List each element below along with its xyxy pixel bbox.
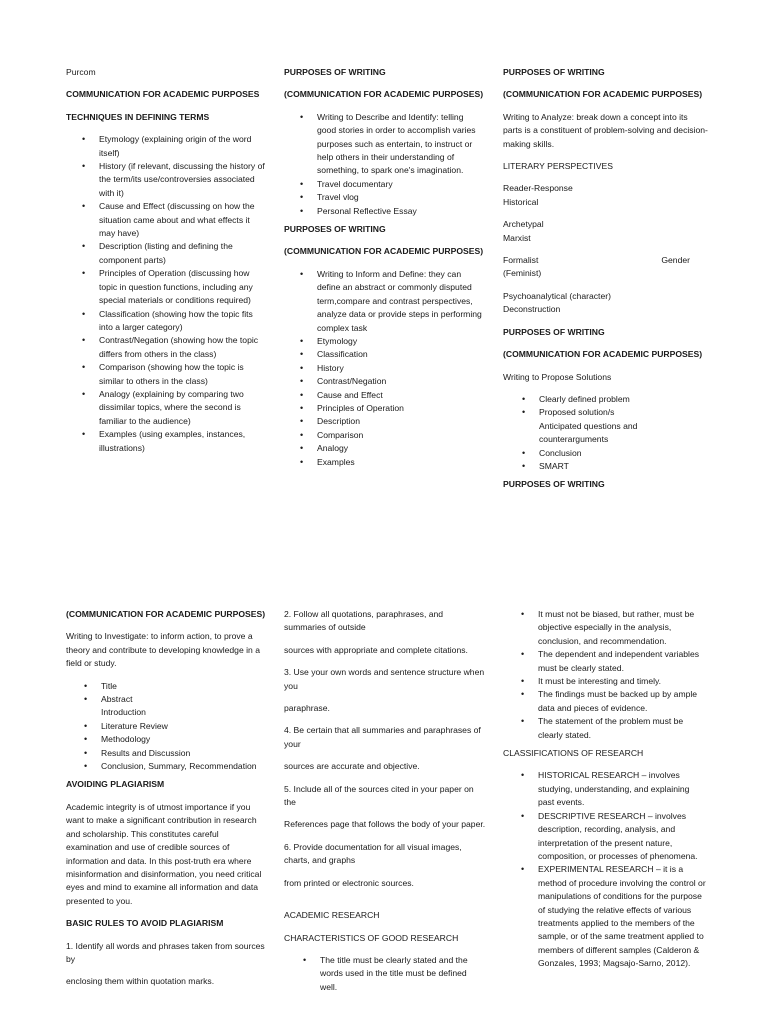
technique-item: • Contrast/Negation (showing how the topic differs from others in the class)	[99, 334, 266, 361]
rule-text: 5. Include all of the sources cited in your paper on the	[284, 783, 474, 808]
literary-item: Gender	[661, 255, 690, 266]
author-name: Purcom	[66, 67, 96, 77]
course-subheading: (COMMUNICATION FOR ACADEMIC PURPOSES)	[503, 349, 703, 360]
classification-item: • HISTORICAL RESEARCH – involves studying, understanding, and explaining past events.	[538, 769, 708, 809]
technique-item: • Examples (using examples, instances, illustrations)	[99, 428, 266, 455]
rule-text: 1. Identify all words and phrases taken from sources by	[66, 940, 265, 964]
inform-item: • Description	[317, 415, 484, 428]
technique-item: • Principles of Operation (discussing how topic in question functions, including any special materials or conditions required)	[99, 267, 266, 307]
paper-part-item: • Results and Discussion	[101, 747, 266, 760]
techniques-heading: TECHNIQUES IN DEFINING TERMS	[66, 111, 210, 122]
paper-part-item: • Methodology	[101, 733, 266, 746]
purposes-heading: PURPOSES OF WRITING	[503, 67, 605, 77]
paper-part-item: • Abstract Introduction	[101, 693, 266, 720]
technique-item: • Cause and Effect (discussing on how the situation came about and what effects it may have)	[99, 200, 266, 240]
describe-item: • Travel vlog	[317, 191, 484, 204]
rule-text: 6. Provide documentation for all visual images, charts, and graphs	[284, 841, 462, 866]
characteristics-list-continued	[503, 608, 708, 742]
analyze-paragraph: Writing to Analyze: break down a concept into its parts is a constituent of problem-solving and decision-making skills.	[503, 111, 708, 149]
literary-item: Marxist	[503, 232, 531, 243]
purposes-heading: PURPOSES OF WRITING	[284, 67, 386, 77]
literary-item: Formalist	[503, 255, 539, 266]
column-techniques	[66, 66, 266, 460]
rule-text: paraphrase.	[284, 703, 330, 714]
course-subheading: (COMMUNICATION FOR ACADEMIC PURPOSES)	[66, 609, 266, 619]
characteristics-heading: CHARACTERISTICS OF GOOD RESEARCH	[284, 932, 459, 943]
inform-item: • Analogy	[317, 442, 484, 455]
literary-group	[503, 290, 708, 317]
literary-item: (Feminist)	[503, 268, 542, 279]
describe-item: • Personal Reflective Essay	[317, 205, 484, 218]
describe-item: • Travel documentary	[317, 178, 484, 191]
literary-item: Reader-Response	[503, 183, 573, 194]
inform-item: • History	[317, 362, 484, 375]
rules-heading: BASIC RULES TO AVOID PLAGIARISM	[66, 918, 224, 929]
inform-item: • Classification	[317, 348, 484, 361]
inform-item: • Writing to Inform and Define: they can define an abstract or commonly disputed term,compare and contrast perspectives, analyze data or provide steps in performing complex task	[317, 268, 484, 335]
research-heading: ACADEMIC RESEARCH	[284, 910, 380, 921]
literary-group	[503, 218, 708, 245]
literary-item: Historical	[503, 196, 539, 207]
rule-text: 4. Be certain that all summaries and paraphrases of your	[284, 725, 481, 749]
column-rules	[284, 608, 486, 999]
technique-item: • Etymology (explaining origin of the word itself)	[99, 133, 266, 160]
classification-item: • EXPERIMENTAL RESEARCH – it is a method of procedure involving the control or manipulations of conditions for the purpose of studying the relative effects of various treatments applied to the members of the sample, or of the same treatment applied to members of different samples (Calderon & Gonzales, 1993; Magsajo-Sarno, 2012).	[538, 863, 708, 970]
classifications-list	[503, 769, 708, 970]
paper-parts-list	[66, 680, 266, 774]
literary-group	[503, 182, 708, 209]
column-purposes-describe	[284, 66, 484, 474]
propose-item: • Proposed solution/s Anticipated questions and counterarguments	[539, 406, 708, 446]
propose-item: • Conclusion	[539, 447, 708, 460]
column-purposes-analyze	[503, 66, 708, 501]
describe-item: • Writing to Describe and Identify: telling good stories in order to accomplish varies purposes such as entertain, to instruct or help others in their understanding of something, to spark one's imagination.	[317, 111, 484, 178]
describe-list	[284, 111, 484, 218]
plagiarism-paragraph: Academic integrity is of utmost importance if you want to make a significant contribution in research and scholarship. This constitutes careful examination and use of credible sources of information and data. In this post-truth era where misinformation and disinformation, you need critical eyes and mind to examine all information and data presented to you.	[66, 801, 262, 906]
column-research	[503, 608, 708, 976]
course-subheading: (COMMUNICATION FOR ACADEMIC PURPOSES)	[503, 89, 703, 100]
investigate-paragraph: Writing to Investigate: to inform action, to prove a theory and contribute to developing knowledge in a field or study.	[66, 631, 260, 669]
characteristic-item: • The dependent and independent variables must be clearly stated.	[538, 648, 708, 675]
literary-item: Psychoanalytical (character)	[503, 290, 611, 301]
inform-item: • Etymology	[317, 335, 484, 348]
plagiarism-heading: AVOIDING PLAGIARISM	[66, 779, 165, 790]
characteristics-list	[284, 954, 486, 994]
paper-part-item: • Title	[101, 680, 266, 693]
propose-list	[503, 393, 708, 473]
purposes-heading: PURPOSES OF WRITING	[284, 224, 386, 235]
characteristic-item: • It must be interesting and timely.	[538, 675, 708, 688]
literary-heading: LITERARY PERSPECTIVES	[503, 161, 614, 172]
course-subheading: (COMMUNICATION FOR ACADEMIC PURPOSES)	[284, 89, 484, 100]
rule-text: References page that follows the body of your paper.	[284, 819, 486, 830]
technique-item: • History (if relevant, discussing the history of the term/its use/controversies associated with it)	[99, 160, 266, 200]
classifications-heading: CLASSIFICATIONS OF RESEARCH	[503, 748, 644, 759]
characteristic-item: • It must not be biased, but rather, must be objective especially in the analysis, conclusion, and recommendation.	[538, 608, 708, 648]
rule-text: enclosing them within quotation marks.	[66, 976, 215, 987]
paper-part-item: • Literature Review	[101, 720, 266, 733]
technique-item: • Description (listing and defining the component parts)	[99, 240, 266, 267]
course-heading: COMMUNICATION FOR ACADEMIC PURPOSES	[66, 89, 260, 100]
rule-text: sources with appropriate and complete citations.	[284, 644, 468, 655]
purposes-heading: PURPOSES OF WRITING	[503, 326, 605, 337]
techniques-list	[66, 133, 266, 455]
characteristic-item: • The title must be clearly stated and the words used in the title must be defined well.	[320, 954, 486, 994]
characteristic-item: • The statement of the problem must be clearly stated.	[538, 715, 708, 742]
literary-group	[503, 254, 708, 281]
technique-item: • Analogy (explaining by comparing two dissimilar topics, where the second is familiar to the audience)	[99, 388, 266, 428]
rule-text: sources are accurate and objective.	[284, 761, 420, 772]
technique-item: • Classification (showing how the topic fits into a larger category)	[99, 308, 266, 335]
inform-item: • Cause and Effect	[317, 389, 484, 402]
rule-text: from printed or electronic sources.	[284, 877, 414, 888]
inform-item: • Comparison	[317, 429, 484, 442]
inform-item: • Principles of Operation	[317, 402, 484, 415]
inform-item: • Contrast/Negation	[317, 375, 484, 388]
technique-item: • Comparison (showing how the topic is similar to others in the class)	[99, 361, 266, 388]
classification-item: • DESCRIPTIVE RESEARCH – involves description, recording, analysis, and interpretation of the present nature, composition, or processes of phenomena.	[538, 810, 708, 864]
propose-paragraph: Writing to Propose Solutions	[503, 371, 612, 382]
purposes-heading: PURPOSES OF WRITING	[503, 479, 605, 490]
rule-text: 2. Follow all quotations, paraphrases, and summaries of outside	[284, 609, 444, 633]
rule-text: 3. Use your own words and sentence structure when you	[284, 667, 485, 691]
literary-item: Archetypal	[503, 219, 544, 230]
propose-item: • SMART	[539, 460, 708, 473]
propose-item: • Clearly defined problem	[539, 393, 708, 406]
course-subheading: (COMMUNICATION FOR ACADEMIC PURPOSES)	[284, 246, 484, 257]
characteristic-item: • The findings must be backed up by ample data and pieces of evidence.	[538, 688, 708, 715]
column-investigate	[66, 608, 266, 998]
paper-part-item: • Conclusion, Summary, Recommendation	[101, 760, 266, 773]
inform-item: • Examples	[317, 456, 484, 469]
literary-item: Deconstruction	[503, 304, 561, 315]
inform-list	[284, 268, 484, 469]
